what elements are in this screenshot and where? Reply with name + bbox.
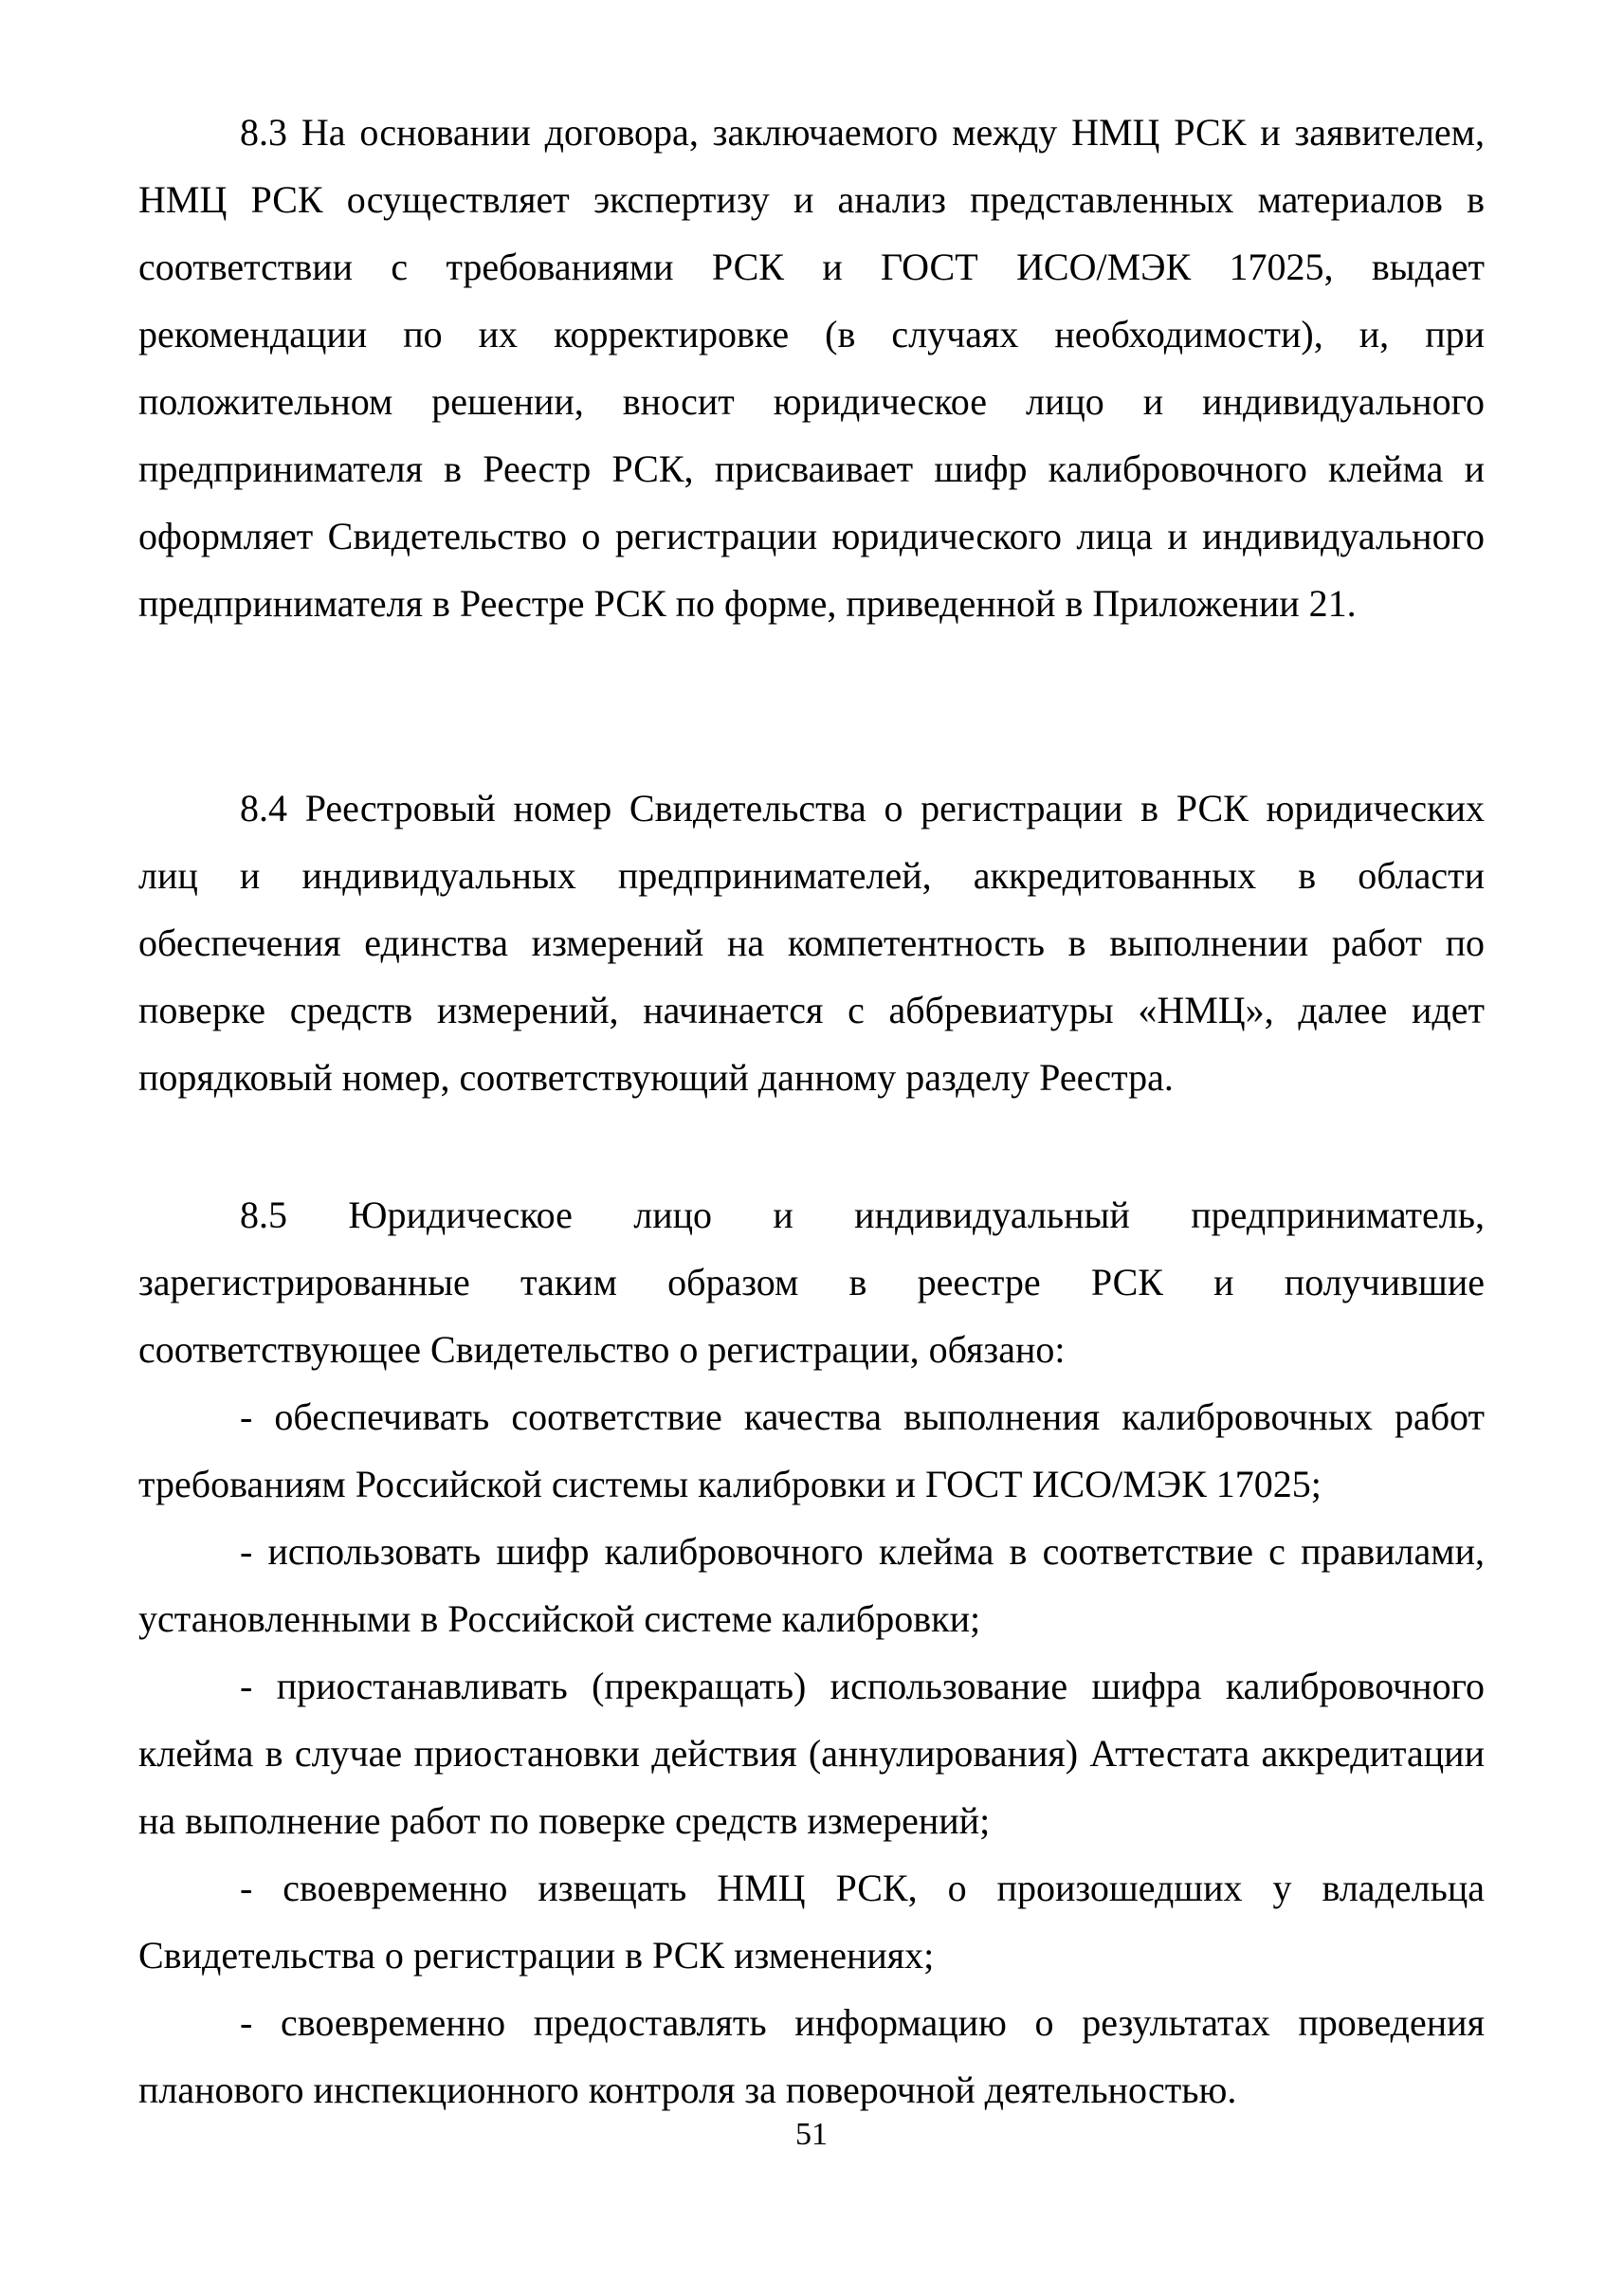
obligation-item: - приостанавливать (прекращать) использование шифра калибровочного клейма в случае приостановки действия (аннулирования) Аттестата аккредитации на выполнение работ по поверке средств измерений; (138, 1665, 1485, 1842)
page-number: 51 (795, 2117, 828, 2152)
obligation-item: - использовать шифр калибровочного клейма в соответствие с правилами, установленными в Российской системе калибровки; (138, 1530, 1485, 1640)
section-8-4 (138, 774, 1485, 1111)
obligation-item: - своевременно извещать НМЦ РСК, о произошедших у владельца Свидетельства о регистрации в РСК изменениях; (138, 1867, 1485, 1977)
paragraph-8-3: 8.3 На основании договора, заключаемого между НМЦ РСК и заявителем, НМЦ РСК осуществляет экспертизу и анализ представленных материалов в соответствии с требованиями РСК и ГОСТ ИСО/МЭК 17025, выдает рекомендации по их корректировке (в случаях необходимости), и, при положительном решении, вносит юридическое лицо и индивидуального предпринимателя в Реестр РСК, присваивает шифр калибровочного клейма и оформляет Свидетельство о регистрации юридического лица и индивидуального предпринимателя в Реестре РСК по форме, приведенной в Приложении 21. (138, 111, 1485, 625)
obligation-item: - своевременно предоставлять информацию о результатах проведения планового инспекционного контроля за поверочной деятельностью. (138, 2001, 1485, 2111)
section-8-5 (138, 1181, 1485, 2123)
obligation-item: - обеспечивать соответствие качества выполнения калибровочных работ требованиям Российской системы калибровки и ГОСТ ИСО/МЭК 17025; (138, 1395, 1485, 1505)
paragraph-8-4: 8.4 Реестровый номер Свидетельства о регистрации в РСК юридических лиц и индивидуальных предпринимателей, аккредитованных в области обеспечения единства измерений на компетентность в выполнении работ по поверке средств измерений, начинается с аббревиатуры «НМЦ», далее идет порядковый номер, соответствующий данному разделу Реестра. (138, 787, 1485, 1099)
section-8-3 (138, 99, 1485, 637)
paragraph-8-5: 8.5 Юридическое лицо и индивидуальный предприниматель, зарегистрированные таким образом в реестре РСК и получившие соответствующее Свидетельство о регистрации, обязано: (138, 1194, 1485, 1371)
